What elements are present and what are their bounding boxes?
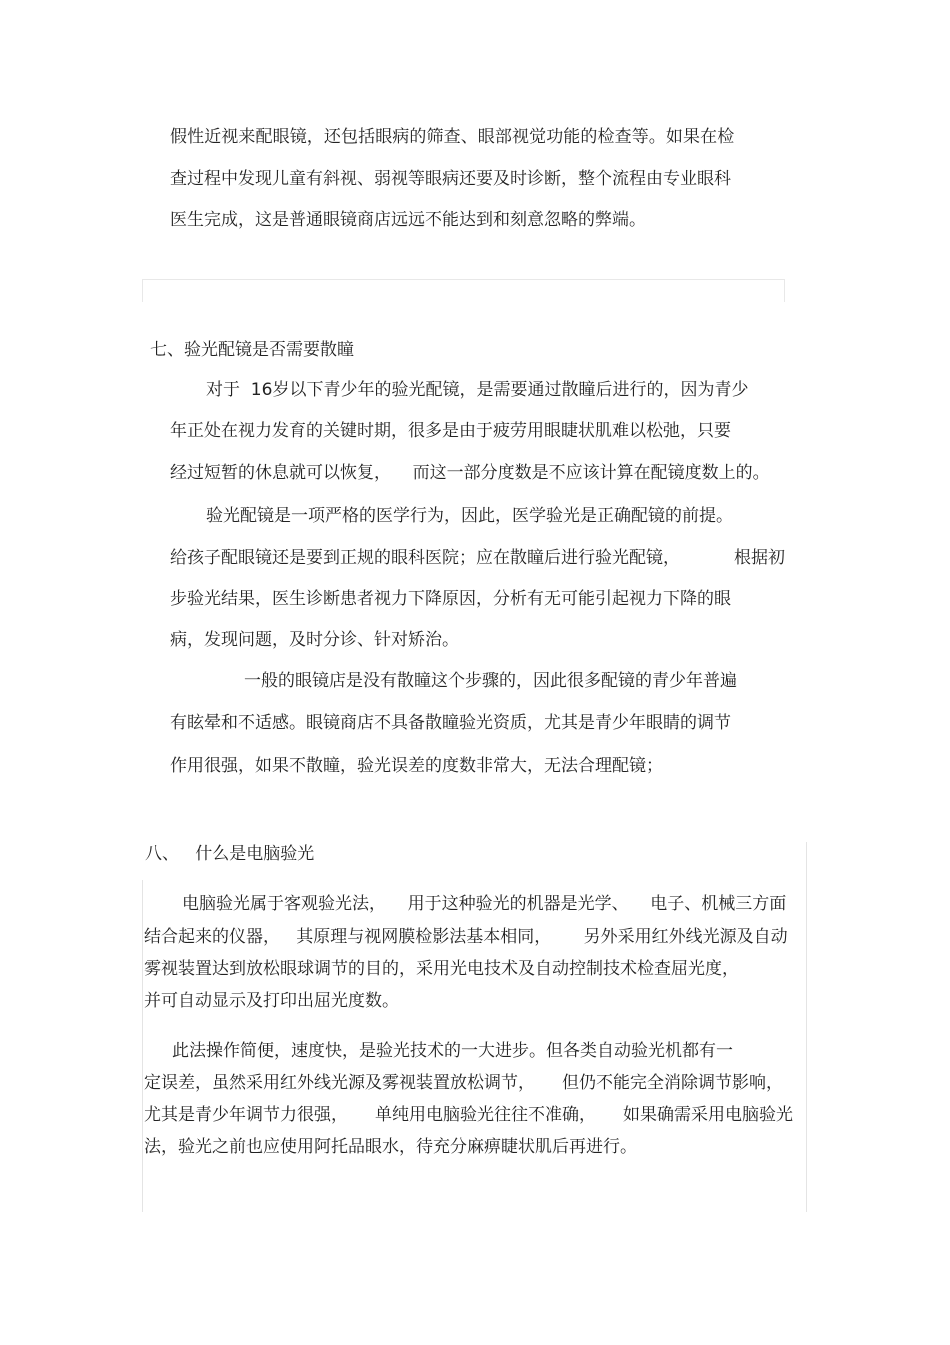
frame-right-line [806, 842, 807, 1212]
text-line: 电脑验光属于客观验光法， 用于这种验光的机器是光学、 电子、机械三方面 [182, 894, 787, 914]
text-line: 医生完成，这是普通眼镜商店远远不能达到和刻意忽略的弊端。 [170, 210, 646, 230]
section-heading: 八、 什么是电脑验光 [145, 844, 315, 864]
text-line: 经过短暂的休息就可以恢复， 而这一部分度数是不应该计算在配镜度数上的。 [170, 463, 770, 483]
text-line: 一般的眼镜店是没有散瞳这个步骤的，因此很多配镜的青少年普遍 [244, 671, 737, 691]
text-line: 尤其是青少年调节力很强， 单纯用电脑验光往往不准确， 如果确需采用电脑验光 [144, 1105, 794, 1125]
text-line: 病，发现问题，及时分诊、针对矫治。 [170, 630, 459, 650]
text-line: 查过程中发现儿童有斜视、弱视等眼病还要及时诊断，整个流程由专业眼科 [170, 169, 731, 189]
text-line: 对于 16岁以下青少年的验光配镜，是需要通过散瞳后进行的，因为青少 [206, 380, 749, 400]
text-line: 有眩晕和不适感。眼镜商店不具备散瞳验光资质，尤其是青少年眼睛的调节 [170, 713, 731, 733]
text-line: 验光配镜是一项严格的医学行为，因此，医学验光是正确配镜的前提。 [206, 506, 733, 526]
text-line: 给孩子配眼镜还是要到正规的眼科医院；应在散瞳后进行验光配镜， 根据初 [170, 548, 786, 568]
text-line: 定误差，虽然采用红外线光源及雾视装置放松调节， 但仍不能完全消除调节影响， [144, 1073, 784, 1093]
text-line: 法，验光之前也应使用阿托品眼水，待充分麻痹睫状肌后再进行。 [144, 1137, 637, 1157]
text-line: 作用很强，如果不散瞳，验光误差的度数非常大，无法合理配镜； [170, 756, 663, 776]
text-line: 此法操作简便，速度快，是验光技术的一大进步。但各类自动验光机都有一 [172, 1041, 733, 1061]
text-line: 雾视装置达到放松眼球调节的目的，采用光电技术及自动控制技术检查屈光度， [144, 959, 739, 979]
text-line: 步验光结果，医生诊断患者视力下降原因，分析有无可能引起视力下降的眼 [170, 589, 731, 609]
text-line: 年正处在视力发育的关键时期，很多是由于疲劳用眼睫状肌难以松弛，只要 [170, 421, 731, 441]
text-line: 结合起来的仪器， 其原理与视网膜检影法基本相同， 另外采用红外线光源及自动 [144, 927, 788, 947]
text-line: 假性近视来配眼镜，还包括眼病的筛查、眼部视觉功能的检查等。如果在检 [170, 127, 735, 147]
section-heading: 七、验光配镜是否需要散瞳 [150, 340, 354, 360]
frame-left-line [142, 880, 143, 1212]
text-line: 并可自动显示及打印出屈光度数。 [144, 991, 399, 1011]
table-frame-divider [142, 279, 785, 302]
